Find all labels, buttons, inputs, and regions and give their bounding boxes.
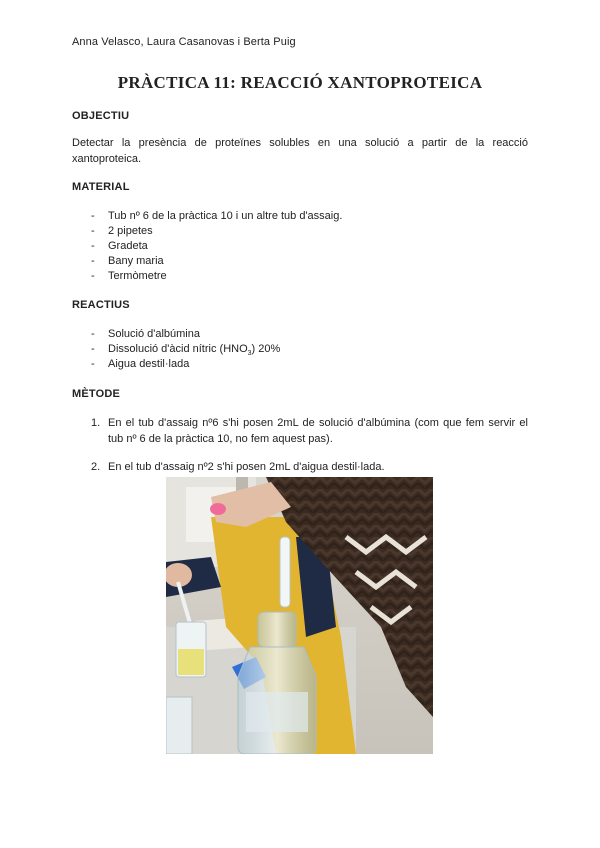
- reactius-list: [91, 327, 280, 372]
- lab-photo: [166, 477, 433, 754]
- method-step: 1. En el tub d'assaig nº6 s'hi posen 2mL de solució d'albúmina (com que fem servir el tub nº 6 de la pràctica 10, no fem aquest pas).: [91, 417, 528, 445]
- list-item: - Termòmetre: [91, 270, 167, 282]
- list-item: - 2 pipetes: [91, 225, 153, 237]
- metode-steps-2: [91, 459, 528, 475]
- list-item: - Aigua destil·lada: [91, 358, 190, 370]
- metode-steps: [91, 415, 528, 447]
- list-item: - Gradeta: [91, 240, 148, 252]
- authors-header: Anna Velasco, Laura Casanovas i Berta Puig: [72, 36, 296, 48]
- reactius-heading: REACTIUS: [72, 299, 130, 311]
- list-item: - Dissolució d'àcid nítric $(HNO_3)$ 20%: [91, 343, 281, 358]
- list-item: - Solució d'albúmina: [91, 328, 200, 340]
- lab-photo-illustration: [166, 477, 433, 754]
- material-heading: MATERIAL: [72, 181, 130, 193]
- metode-heading: MÈTODE: [72, 388, 121, 400]
- objectiu-text: Detectar la presència de proteïnes solubles en una solució a partir de la reacció xantoproteica.: [72, 137, 528, 165]
- objectiu-heading: OBJECTIU: [72, 110, 130, 122]
- list-item: - Bany maria: [91, 255, 164, 267]
- list-item: - Tub nº 6 de la pràctica 10 i un altre tub d'assaig.: [91, 210, 343, 222]
- method-step: 2. En el tub d'assaig nº2 s'hi posen 2mL d'aigua destil·lada.: [91, 461, 385, 473]
- material-list: [91, 209, 342, 284]
- document-title: PRÀCTICA 11: REACCIÓ XANTOPROTEICA: [117, 73, 483, 92]
